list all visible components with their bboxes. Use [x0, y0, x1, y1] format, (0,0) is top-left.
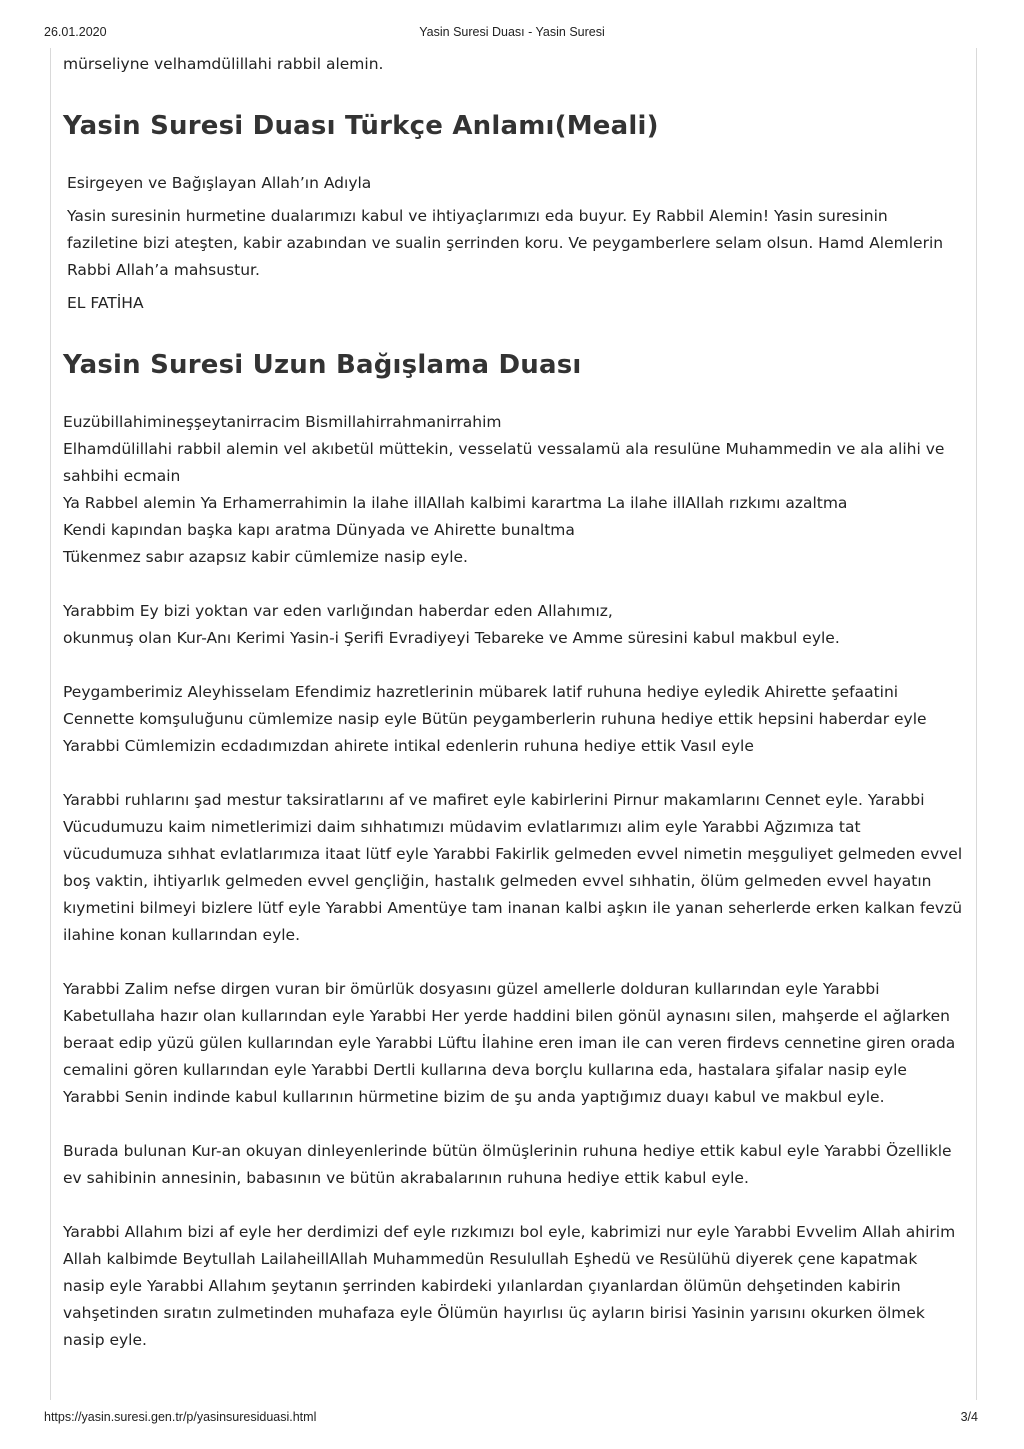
- print-header: [0, 0, 1024, 40]
- paragraph: Yarabbi Allahım bizi af eyle her derdimizi def eyle rızkımızı bol eyle, kabrimizi nur eyle Yarabbi Evvelim Allah ahirim Allah kalbimde Beytullah LailaheillAllah Muhammedün Resulullah Eşhedü ve Resülühü diyerek çene kapatmak nasip eyle Yarabbi Allahım şeytanın şerrinden kabirdeki yılanlardan çıyanlardan ölümün dehşetinden kabirin vahşetinden sıratın zulmetinden muhafaza eyle Ölümün hayırlısı üç ayların birisi Yasinin yarısını okurken ölmek nasip eyle.: [63, 1223, 956, 1349]
- text-line: Elhamdülillahi rabbil alemin vel akıbetül müttekin, vesselatü vessalamü ala resulüne Muhammedin ve ala alihi ve sahbihi ecmain: [63, 440, 945, 485]
- paragraph: Yarabbi Zalim nefse dirgen vuran bir ömürlük dosyasını güzel amellerle dolduran kullarından eyle Yarabbi Kabetullaha hazır olan kullarından eyle Yarabbi Her yerde haddini bilen gönül aynasını silen, mahşerde el ağlarken beraat edip yüzü gülen kullarından eyle Yarabbi Lüftu İlahine eren iman ile can veren firdevs cennetine giren orada cemalini gören kullarından eyle Yarabbi Dertli kullarına deva borçlu kullarına eda, hastalara şifalar nasip eyle Yarabbi Senin indinde kabul kullarının hürmetine bizim de şu anda yaptığımız duayı kabul ve makbul eyle.: [63, 980, 956, 1106]
- text-line: Ya Rabbel alemin Ya Erhamerrahimin la ilahe illAllah kalbimi karartma La ilahe illAllah rızkımı azaltma: [63, 494, 848, 512]
- prayer-block: [63, 409, 963, 571]
- section-heading-bagislama: Yasin Suresi Uzun Bağışlama Duası: [63, 350, 582, 380]
- prayer-block: [63, 598, 963, 652]
- section-heading-meal: Yasin Suresi Duası Türkçe Anlamı(Meali): [63, 111, 659, 141]
- text-line: Yarabbim Ey bizi yoktan var eden varlığından haberdar eden Allahımız,: [63, 602, 613, 620]
- section-meal-body: [63, 170, 963, 317]
- text-line: Euzübillahimineşşeytanirracim Bismillahirrahmanirrahim: [63, 413, 502, 431]
- paragraph: Yasin suresinin hurmetine dualarımızı kabul ve ihtiyaçlarımızı eda buyur. Ey Rabbil Alemin! Yasin suresinin faziletine bizi ateşten, kabir azabından ve sualin şerrinden koru. Ve peygamberlere selam olsun. Hamd Alemlerin Rabbi Allah’a mahsustur.: [67, 207, 944, 279]
- print-date: 26.01.2020: [44, 25, 107, 39]
- paragraph: EL FATİHA: [67, 294, 144, 312]
- print-footer: [0, 1405, 1024, 1449]
- print-page-title: Yasin Suresi Duası - Yasin Suresi: [419, 25, 605, 39]
- continued-line: mürseliyne velhamdülillahi rabbil alemin.: [63, 55, 384, 73]
- paragraph: Yarabbi ruhlarını şad mestur taksiratlarını af ve mafiret eyle kabirlerini Pirnur makamlarını Cennet eyle. Yarabbi Vücudumuzu kaim nimetlerimizi daim sıhhatımızı müdavim evlatlarımızı alim eyle Yarabbi Ağzımıza tat vücudumuza sıhhat evlatlarımıza itaat lütf eyle Yarabbi Fakirlik gelmeden evvel nimetin meşguliyet gelmeden evvel boş vaktin, ihtiyarlık gelmeden evvel gençliğin, hastalık gelmeden evvel sıhhatin, ölüm gelmeden evvel hayatın kıymetini bilmeyi bizlere lütf eyle Yarabbi Amentüye tam inanan kalbi aşkın ile yanan seherlerde erken kalkan fevzü ilahine konan kullarından eyle.: [63, 791, 963, 944]
- text-line: Tükenmez sabır azapsız kabir cümlemize nasip eyle.: [63, 548, 468, 566]
- paragraph: Burada bulunan Kur-an okuyan dinleyenlerinde bütün ölmüşlerinin ruhuna hediye ettik kabul eyle Yarabbi Özellikle ev sahibinin annesinin, babasının ve bütün akrabalarının ruhuna hediye ettik kabul eyle.: [63, 1142, 952, 1187]
- text-line: okunmuş olan Kur-Anı Kerimi Yasin-i Şerifi Evradiyeyi Tebareke ve Amme süresini kabul makbul eyle.: [63, 629, 840, 647]
- paragraph: Esirgeyen ve Bağışlayan Allah’ın Adıyla: [67, 174, 372, 192]
- text-line: Kendi kapından başka kapı aratma Dünyada ve Ahirette bunaltma: [63, 521, 575, 539]
- paragraph: Peygamberimiz Aleyhisselam Efendimiz hazretlerinin mübarek latif ruhuna hediye eyledik Ahirette şefaatini Cennette komşuluğunu cümlemize nasip eyle Bütün peygamberlerin ruhuna hediye ettik hepsini haberdar eyle Yarabbi Cümlemizin ecdadımızdan ahirete intikal edenlerin ruhuna hediye ettik Vasıl eyle: [63, 683, 927, 755]
- page-number: 3/4: [960, 1410, 978, 1424]
- article-content: [63, 51, 963, 1381]
- print-url: https://yasin.suresi.gen.tr/p/yasinsuresiduasi.html: [44, 1410, 317, 1424]
- section-bagislama-body: [63, 409, 963, 1354]
